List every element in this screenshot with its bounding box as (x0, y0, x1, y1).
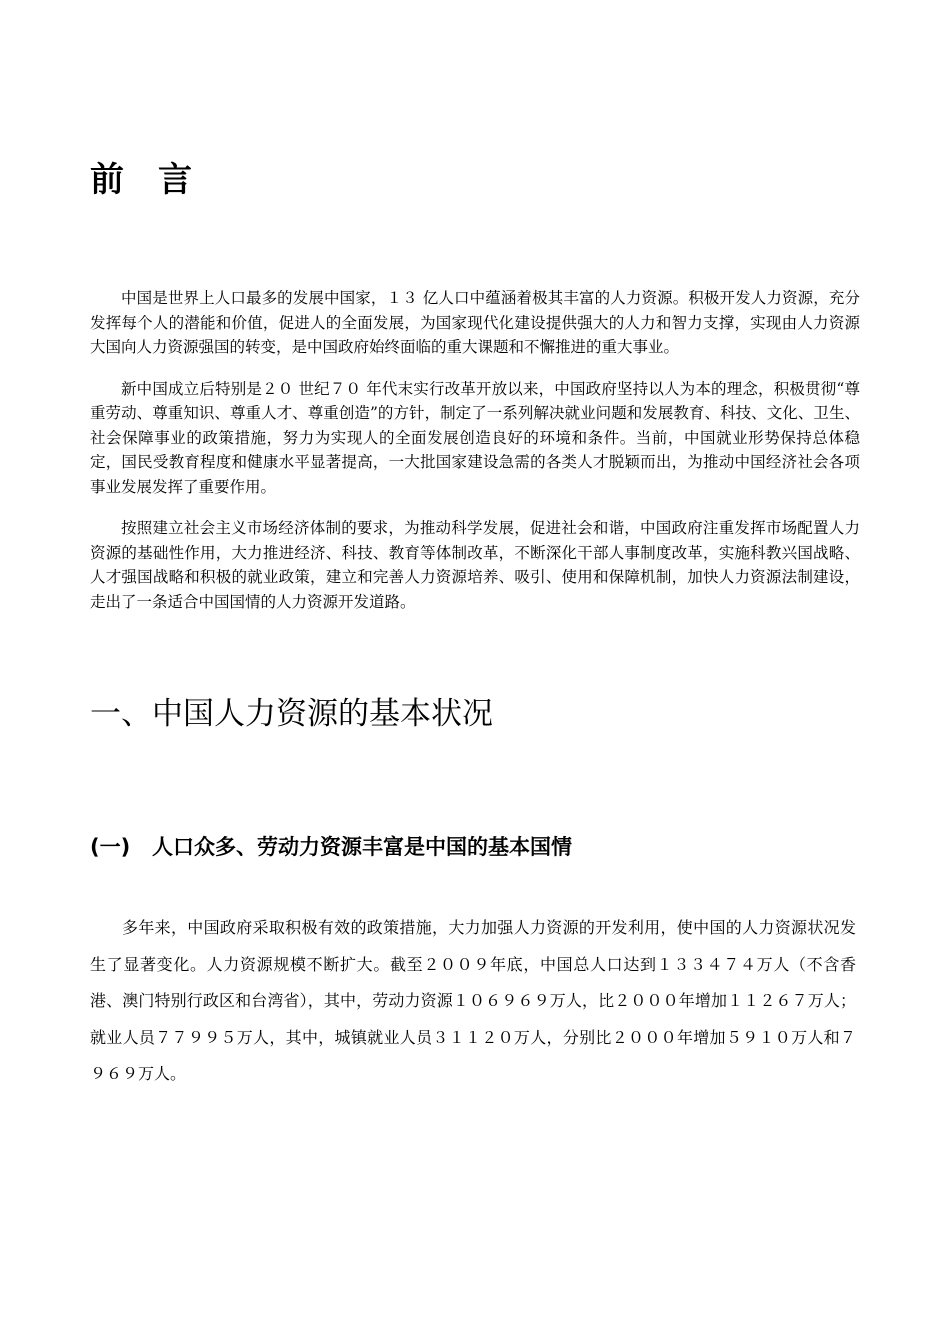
section-paragraph-1: 多年来，中国政府采取积极有效的政策措施，大力加强人力资源的开发利用，使中国的人力资源状况发生了显著变化。人力资源规模不断扩大。截至２００９年底，中国总人口达到１３３４７４万人（不含香港、澳门特别行政区和台湾省），其中，劳动力资源１０６９６９万人，比２０００年增加１１２６７万人；就业人员７７９９５万人，其中，城镇就业人员３１１２０万人，分别比２０００年增加５９１０万人和７９６９万人。 (90, 918, 856, 1083)
preface-paragraph-1: 中国是世界上人口最多的发展中国家，１３ 亿人口中蕴涵着极其丰富的人力资源。积极开发人力资源，充分发挥每个人的潜能和价值，促进人的全面发展，为国家现代化建设提供强大的人力和智力支撑，实现由人力资源大国向人力资源强国的转变，是中国政府始终面临的重大课题和不懈推进的重大事业。 (90, 289, 860, 356)
chapter-title: 一、中国人力资源的基本状况 (90, 696, 493, 732)
section-title: 人口众多、劳动力资源丰富是中国的基本国情 (152, 835, 572, 859)
preface-paragraph-3: 按照建立社会主义市场经济体制的要求，为推动科学发展，促进社会和谐，中国政府注重发挥市场配置人力资源的基础性作用，大力推进经济、科技、教育等体制改革，不断深化干部人事制度改革，实施科教兴国战略、人才强国战略和积极的就业政策，建立和完善人力资源培养、吸引、使用和保障机制，加快人力资源法制建设，走出了一条适合中国国情的人力资源开发道路。 (90, 519, 860, 611)
section-body (90, 910, 856, 1093)
preface-title: 前言 (90, 160, 226, 200)
section-heading (90, 830, 572, 864)
section-number: (一) (90, 835, 131, 859)
preface-paragraph-2: 新中国成立后特别是２０ 世纪７０ 年代末实行改革开放以来，中国政府坚持以人为本的理念，积极贯彻“尊重劳动、尊重知识、尊重人才、尊重创造”的方针，制定了一系列解决就业问题和发展教育、科技、文化、卫生、社会保障事业的政策措施，努力为实现人的全面发展创造良好的环境和条件。当前，中国就业形势保持总体稳定，国民受教育程度和健康水平显著提高，一大批国家建设急需的各类人才脱颖而出，为推动中国经济社会各项事业发展发挥了重要作用。 (90, 379, 860, 496)
preface-body (90, 286, 860, 631)
